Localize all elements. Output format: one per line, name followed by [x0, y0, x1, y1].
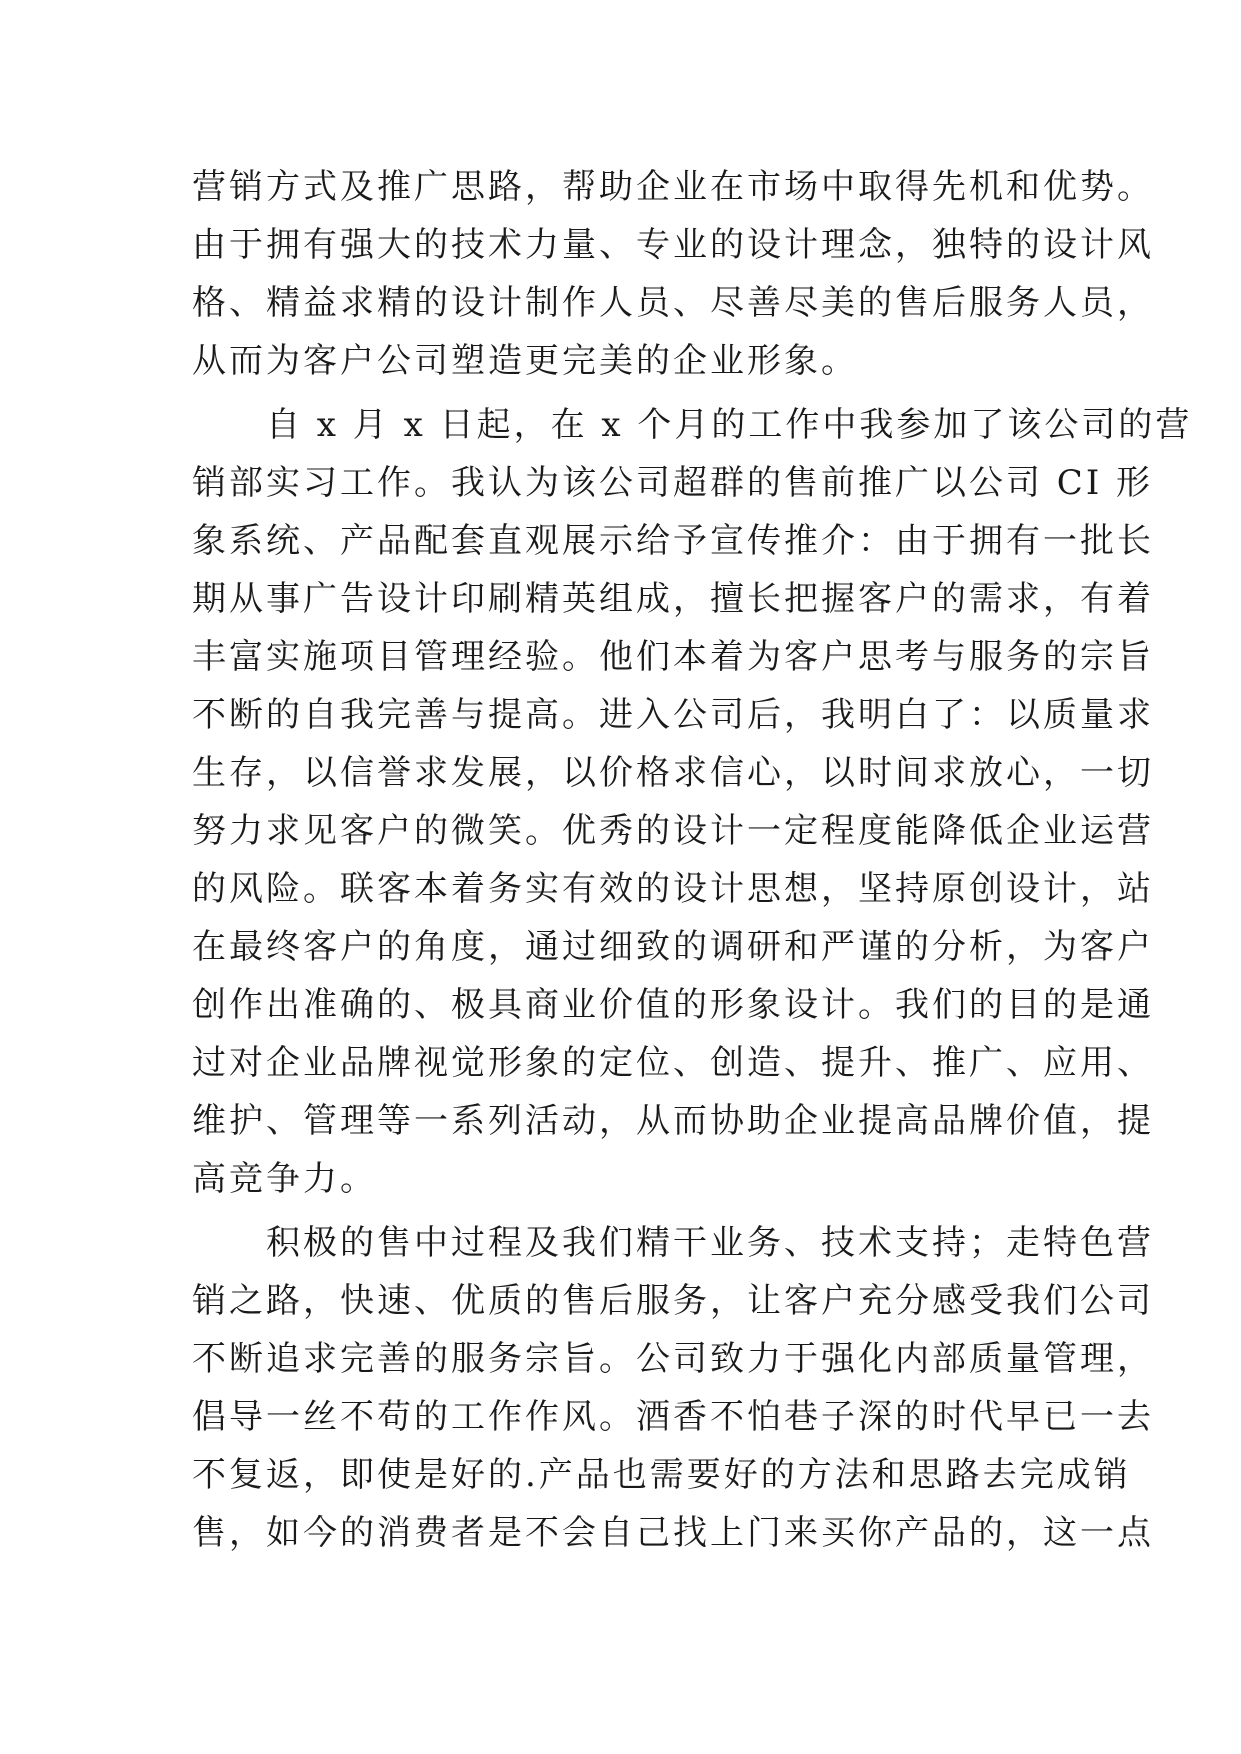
text-line: 生存，以信誉求发展，以价格求信心，以时间求放心，一切: [192, 753, 1154, 793]
text-line: 倡导一丝不苟的工作作风。酒香不怕巷子深的时代早已一去: [192, 1397, 1154, 1437]
text-line: 自 x 月 x 日起，在 x 个月的工作中我参加了该公司的营: [192, 405, 1193, 445]
text-line: 期从事广告设计印刷精英组成，擅长把握客户的需求，有着: [192, 579, 1154, 619]
text-line: 创作出准确的、极具商业价值的形象设计。我们的目的是通: [192, 985, 1154, 1025]
text-line: 的风险。联客本着务实有效的设计思想，坚持原创设计，站: [192, 869, 1154, 909]
text-line: 不复返，即使是好的.产品也需要好的方法和思路去完成销: [192, 1455, 1131, 1495]
text-line: 象系统、产品配套直观展示给予宣传推介：由于拥有一批长: [192, 521, 1154, 561]
text-line: 过对企业品牌视觉形象的定位、创造、提升、推广、应用、: [192, 1043, 1154, 1083]
text-line: 营销方式及推广思路，帮助企业在市场中取得先机和优势。: [192, 167, 1154, 207]
text-line: 在最终客户的角度，通过细致的调研和严谨的分析，为客户: [192, 927, 1154, 967]
text-line: 维护、管理等一系列活动，从而协助企业提高品牌价值，提: [192, 1101, 1154, 1141]
text-line: 格、精益求精的设计制作人员、尽善尽美的售后服务人员，: [192, 283, 1154, 323]
document-body: [192, 158, 1193, 1562]
text-line: 不断的自我完善与提高。进入公司后，我明白了：以质量求: [192, 695, 1154, 735]
text-line: 销之路，快速、优质的售后服务，让客户充分感受我们公司: [192, 1281, 1154, 1321]
text-line: 高竞争力。: [192, 1159, 377, 1199]
text-line: 努力求见客户的微笑。优秀的设计一定程度能降低企业运营: [192, 811, 1154, 851]
text-line: 积极的售中过程及我们精干业务、技术支持；走特色营: [192, 1223, 1154, 1263]
text-line: 由于拥有强大的技术力量、专业的设计理念，独特的设计风: [192, 225, 1154, 265]
text-line: 销部实习工作。我认为该公司超群的售前推广以公司 CI 形: [192, 463, 1154, 503]
text-line: 丰富实施项目管理经验。他们本着为客户思考与服务的宗旨: [192, 637, 1154, 677]
text-line: 不断追求完善的服务宗旨。公司致力于强化内部质量管理，: [192, 1339, 1154, 1379]
text-line: 售，如今的消费者是不会自己找上门来买你产品的，这一点: [192, 1513, 1154, 1553]
text-line: 从而为客户公司塑造更完美的企业形象。: [192, 341, 858, 381]
